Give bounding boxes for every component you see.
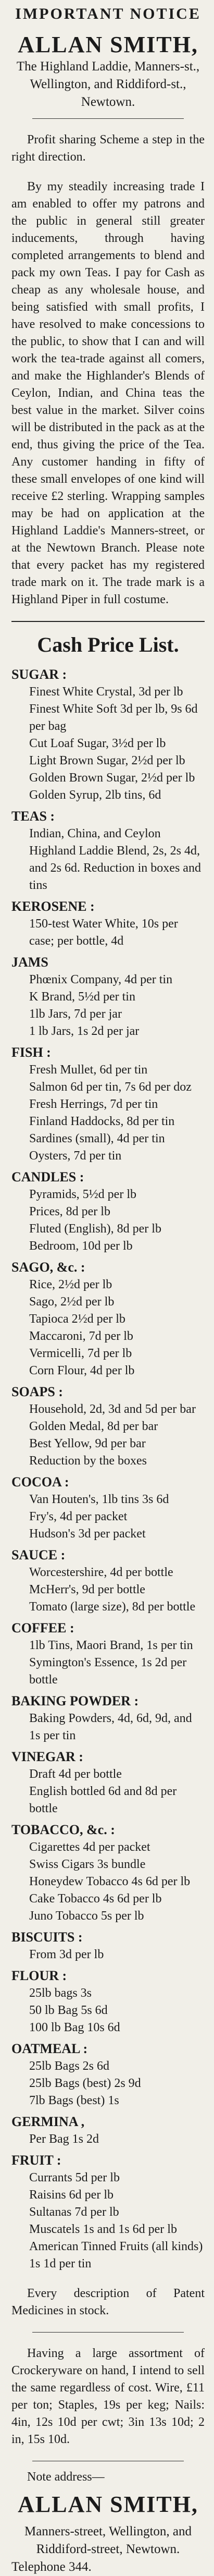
price-item: Muscatels 1s and 1s 6d per lb: [29, 2223, 177, 2236]
category-heading: SAUCE :: [11, 1547, 66, 1562]
category-heading: BAKING POWDER :: [11, 1693, 139, 1708]
price-item: Finest White Soft 3d per lb, 9s 6d per bag: [29, 702, 198, 733]
price-item: Per Bag 1s 2d: [29, 2132, 99, 2146]
address-line-3: Newtown.: [81, 95, 135, 109]
merchant-name: ALLAN SMITH,: [18, 32, 198, 57]
price-item: Baking Powders, 4d, 6d, 9d, and 1s per tin: [29, 1712, 192, 1742]
footer-address-1: Manners-street, Wellington, and: [24, 2524, 192, 2538]
price-item: Raisins 6d per lb: [29, 2188, 114, 2202]
category-heading: TEAS :: [11, 809, 55, 824]
category-heading: COFFEE :: [11, 1620, 74, 1635]
price-item: K Brand, 5½d per tin: [29, 990, 135, 1004]
price-item: English bottled 6d and 8d per bottle: [29, 1785, 177, 1815]
price-item: 7lb Bags (best) 1s: [29, 2094, 119, 2107]
price-item: Honeydew Tobacco 4s 6d per lb: [29, 1875, 191, 1888]
price-item: Golden Syrup, 2lb tins, 6d: [29, 788, 161, 802]
price-item: Household, 2d, 3d and 5d per bar: [29, 1402, 196, 1416]
price-item: Juno Tobacco 5s per lb: [29, 1909, 144, 1923]
price-item: 150-test Water White, 10s per case; per bottle, 4d: [29, 917, 178, 948]
price-item: Pyramids, 5½d per lb: [29, 1188, 136, 1201]
footer-address-2: Riddiford-street, Newtown.: [36, 2542, 180, 2556]
price-item: Maccaroni, 7d per lb: [29, 1329, 133, 1343]
price-item: Prices, 8d per lb: [29, 1205, 110, 1218]
footer-name: ALLAN SMITH,: [18, 2492, 198, 2517]
price-item: Van Houten's, 1lb tins 3s 6d: [29, 1493, 169, 1506]
price-item: Best Yellow, 9d per bar: [29, 1437, 146, 1450]
price-item: 1lb Jars, 7d per jar: [29, 1007, 122, 1021]
price-list-title: Cash Price List.: [37, 633, 179, 656]
category-heading: BISCUITS :: [11, 1930, 83, 1945]
category-heading: SAGO, &c. :: [11, 1260, 85, 1275]
price-item: Corn Flour, 4d per lb: [29, 1364, 135, 1377]
price-item: Phœnix Company, 4d per tin: [29, 973, 173, 986]
price-item: Cut Loaf Sugar, 3½d per lb: [29, 737, 166, 750]
patent-note: Every description of Patent Medicines in stock.: [11, 2287, 205, 2317]
divider: [32, 2332, 184, 2333]
price-item: Fry's, 4d per packet: [29, 1510, 128, 1523]
price-item: 1lb Tins, Maori Brand, 1s per tin: [29, 1639, 193, 1652]
price-item: Currants 5d per lb: [29, 2171, 120, 2184]
price-item: Light Brown Sugar, 2½d per lb: [29, 754, 185, 767]
price-item: Finest White Crystal, 3d per lb: [29, 685, 183, 699]
price-item: Rice, 2½d per lb: [29, 1278, 112, 1291]
price-item: Swiss Cigars 3s bundle: [29, 1858, 146, 1871]
price-item: Fresh Mullet, 6d per tin: [29, 1063, 148, 1077]
category-heading: SOAPS :: [11, 1384, 63, 1399]
category-heading: TOBACCO, &c. :: [11, 1822, 115, 1837]
price-item: Golden Brown Sugar, 2½d per lb: [29, 771, 195, 785]
intro-paragraph-2: By my steadily increasing trade I am enabled to offer my patrons and the public in general still greater inducements, through having completed arrangements to blend and pack my own Teas. I pay for Cash as cheap as any wholesale house, and being satisfied with small profits, I have resolved to make concessions to the public, to show that I can and will work the tea-trade against all comers, and make the Highlander's Blends of Ceylon, Indian, and China teas the best value in the market. Silver coins will be distributed in the pack as at the end, thus giving the price of the Tea. Any customer handing in fifty of these small envelopes of one kind will receive £2 sterling. Wrapping samples may be had on application at the Highland Laddie's Manners-street, or at the Newtown Branch. Please note that every packet has my registered trade mark on it. The trade mark is a Highland Piper in full costume.: [11, 180, 205, 606]
price-item: Bedroom, 10d per lb: [29, 1239, 133, 1253]
price-item: Hudson's 3d per packet: [29, 1527, 146, 1541]
category-heading: CANDLES :: [11, 1169, 84, 1185]
price-item: Vermicelli, 7d per lb: [29, 1347, 132, 1360]
price-item: Cigarettes 4d per packet: [29, 1840, 150, 1854]
price-item: Sago, 2½d per lb: [29, 1295, 115, 1309]
price-item: Tomato (large size), 8d per bottle: [29, 1600, 196, 1614]
category-heading: FISH :: [11, 1045, 51, 1060]
price-item: 25lb Bags 2s 6d: [29, 2059, 110, 2073]
category-heading: VINEGAR :: [11, 1749, 83, 1764]
divider: [32, 118, 184, 119]
price-item: Sardines (small), 4d per tin: [29, 1132, 165, 1145]
category-heading: FLOUR :: [11, 1968, 67, 1983]
price-item: Salmon 6d per tin, 7s 6d per doz: [29, 1080, 192, 1094]
notice-heading: IMPORTANT NOTICE: [15, 5, 201, 22]
address-line-1: The Highland Laddie, Manners-st.,: [16, 59, 200, 74]
price-item: 1 lb Jars, 1s 2d per jar: [29, 1024, 140, 1038]
intro-paragraph-1: Profit sharing Scheme a step in the right direction.: [11, 133, 205, 164]
telephone: Telephone 344.: [11, 2560, 92, 2574]
price-item: Sultanas 7d per lb: [29, 2205, 119, 2219]
category-heading: GERMINA ,: [11, 2114, 85, 2129]
category-heading: OATMEAL :: [11, 2041, 88, 2056]
price-item: Fresh Herrings, 7d per tin: [29, 1097, 158, 1111]
price-item: Draft 4d per bottle: [29, 1767, 122, 1781]
category-heading: KEROSENE :: [11, 899, 95, 914]
price-item: American Tinned Fruits (all kinds) 1s 1d per tin: [29, 2240, 203, 2270]
price-item: From 3d per lb: [29, 1948, 104, 1961]
category-heading: COCOA :: [11, 1474, 69, 1490]
price-item: 25lb Bags (best) 2s 9d: [29, 2077, 141, 2090]
category-heading: FRUIT :: [11, 2153, 61, 2168]
price-item: 100 lb Bag 10s 6d: [29, 2021, 120, 2034]
address-line-2: Wellington, and Riddiford-st.,: [30, 77, 186, 91]
category-heading: SUGAR :: [11, 667, 67, 682]
price-list: [11, 665, 205, 2273]
price-item: Indian, China, and Ceylon Highland Laddie Blend, 2s, 2s 4d, and 2s 6d. Reduction in boxes and tins: [29, 827, 201, 892]
divider: [11, 621, 205, 622]
price-item: Golden Medal, 8d per bar: [29, 1420, 158, 1433]
price-item: Oysters, 7d per tin: [29, 1149, 122, 1163]
price-item: McHerr's, 9d per bottle: [29, 1583, 145, 1596]
price-item: Finland Haddocks, 8d per tin: [29, 1115, 175, 1128]
closing-paragraph: Having a large assortment of Crockeryware on hand, I intend to sell the same regardless of cost. Wire, £11 per ton; Staples, 19s per keg; Nails: 4in, 12s 10d per cwt; 3in 13s 10d; 2 in, 15s 10d.: [11, 2347, 205, 2446]
price-item: Tapioca 2½d per lb: [29, 1312, 125, 1326]
price-item: Reduction by the boxes: [29, 1454, 147, 1468]
note-address: Note address—: [27, 2470, 105, 2484]
price-item: Symington's Essence, 1s 2d per bottle: [29, 1656, 187, 1687]
price-item: Fluted (English), 8d per lb: [29, 1222, 161, 1236]
price-item: Worcestershire, 4d per bottle: [29, 1566, 173, 1579]
category-heading: JAMS: [11, 955, 48, 970]
price-item: 25lb bags 3s: [29, 1986, 92, 2000]
price-item: Cake Tobacco 4s 6d per lb: [29, 1892, 162, 1906]
price-item: 50 lb Bag 5s 6d: [29, 2004, 108, 2017]
